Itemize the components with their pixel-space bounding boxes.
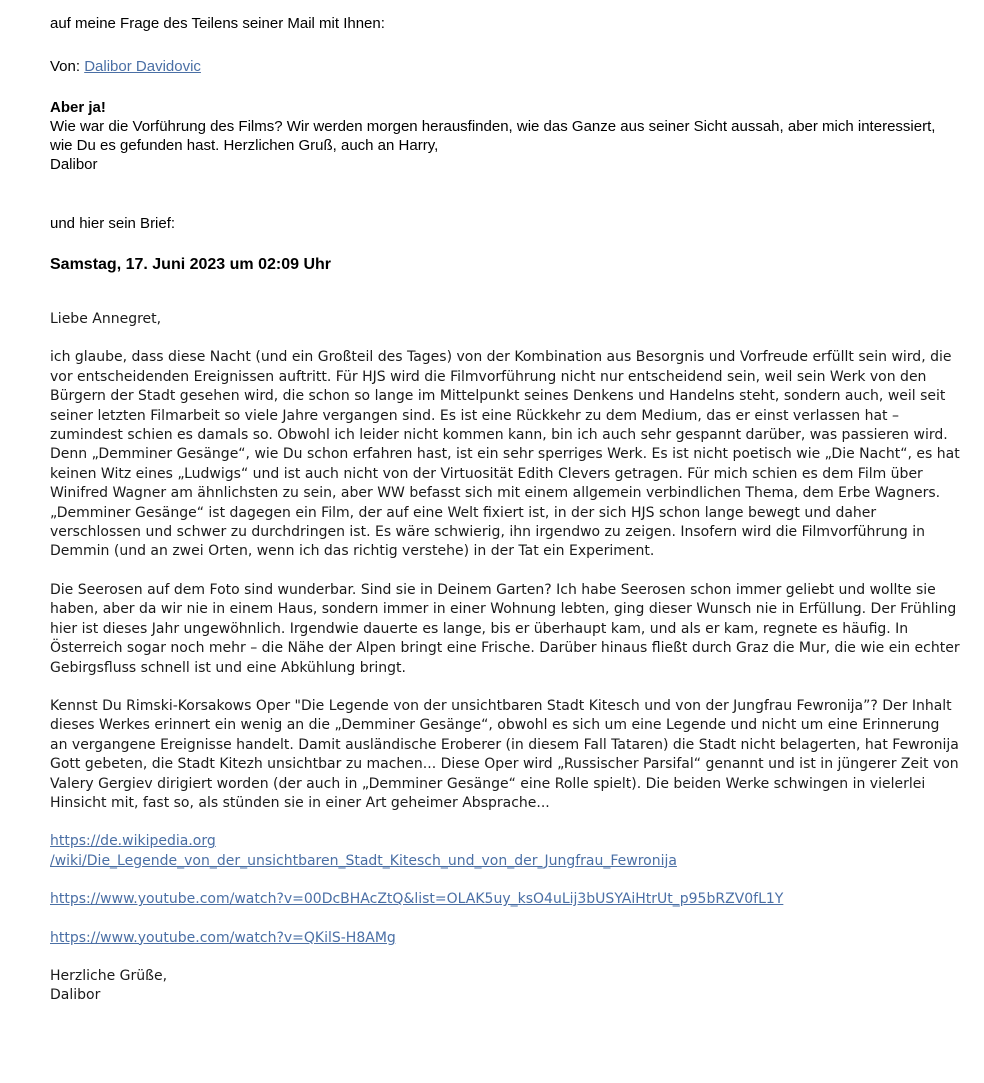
youtube-video-link[interactable]: https://www.youtube.com/watch?v=QKilS-H8AMg	[50, 929, 396, 946]
sender-link[interactable]: Dalibor Davidovic	[84, 58, 201, 75]
link-text-line: https://de.wikipedia.org	[50, 833, 216, 850]
closing-block	[50, 967, 960, 1006]
letter-intro-line: und hier sein Brief:	[50, 215, 176, 232]
intro-section	[50, 14, 960, 274]
letter-body	[50, 310, 960, 1006]
letter-paragraph: ich glaube, dass diese Nacht (und ein Großteil des Tages) von der Kombination aus Besorgnis und Vorfreude erfüllt sein wird, die vor entscheidenden Ereignissen auftritt. Für HJS wird die Filmvorführung nicht nur entscheidend sein, weil sein Werk von den Bürgern der Stadt gesehen wird, die schon so lange im Mittelpunkt seines Denkens und Handelns steht, sondern auch, weil seit seiner letzten Filmarbeit so viele Jahre vergangen sind. Es ist eine Rückkehr zu dem Medium, das er einst verlassen hat – zumindest schien es damals so. Obwohl ich leider nicht kommen kann, bin ich auch sehr gespannt darüber, was passieren wird. Denn „Demminer Gesänge“, wie Du schon erfahren hast, ist ein sehr sperriges Werk. Es ist nicht poetisch wie „Die Nacht“, es hat keinen Witz eines „Ludwigs“ und ist auch nicht von der Virtuosität Edith Clevers getragen. Für mich schien es dem Film über Winifred Wagner am ähnlichsten zu sein, aber WW befasst sich mit einem allgemein verbindlichen Thema, dem Erbe Wagners. „Demminer Gesänge“ ist dagegen ein Film, der auf eine Welt fixiert ist, in der sich HJS schon lange bewegt und daher verschlossen und schwer zu durchdringen ist. Es wäre schwierig, ihn irgendwo zu zeigen. Insofern wird die Filmvorführung in Demmin (und an zwei Orten, wenn ich das richtig verstehe) in der Tat ein Experiment.	[50, 349, 960, 560]
reply-signature: Dalibor	[50, 156, 98, 173]
reply-heading: Aber ja!	[50, 99, 106, 116]
signature: Dalibor	[50, 987, 101, 1004]
quoted-reply	[50, 98, 960, 174]
wikipedia-link-block	[50, 832, 960, 871]
salutation: Liebe Annegret,	[50, 311, 162, 327]
youtube-playlist-link[interactable]: https://www.youtube.com/watch?v=00DcBHAcZtQ&list=OLAK5uy_ksO4uLij3bUSYAiHtrUt_p95bRZV0fL1Y	[50, 891, 784, 908]
link-text-line: /wiki/Die_Legende_von_der_unsichtbaren_Stadt_Kitesch_und_von_der_Jungfrau_Fewronija	[50, 852, 677, 869]
closing: Herzliche Grüße,	[50, 967, 168, 984]
youtube-playlist-link-block	[50, 890, 960, 909]
letter-date: Samstag, 17. Juni 2023 um 02:09 Uhr	[50, 256, 332, 273]
letter-paragraph: Die Seerosen auf dem Foto sind wunderbar. Sind sie in Deinem Garten? Ich habe Seerosen schon immer geliebt und wollte sie haben, aber da wir nie in einem Haus, sondern immer in einer Wohnung lebten, ging dieser Wunsch nie in Erfüllung. Der Frühling hier ist dieses Jahr ungewöhnlich. Irgendwie dauerte es lange, bis er überhaupt kam, und als er kam, regnete es häufig. In Österreich sogar noch mehr – die Nähe der Alpen bringt eine Frische. Darüber hinaus fließt durch Graz die Mur, die wie ein echter Gebirgsfluss schnell ist und eine Abkühlung bringt.	[50, 581, 960, 676]
wikipedia-link[interactable]	[50, 833, 677, 868]
from-line	[50, 57, 960, 76]
youtube-video-link-block	[50, 929, 960, 948]
from-label: Von:	[50, 58, 85, 75]
intro-line: auf meine Frage des Teilens seiner Mail mit Ihnen:	[50, 15, 385, 32]
reply-body: Wie war die Vorführung des Films? Wir werden morgen herausfinden, wie das Ganze aus seiner Sicht aussah, aber mich interessiert, wie Du es gefunden hast. Herzlichen Gruß, auch an Harry,	[50, 118, 936, 154]
letter-paragraph: Kennst Du Rimski-Korsakows Oper "Die Legende von der unsichtbaren Stadt Kitesch und von der Jungfrau Fewronija”? Der Inhalt dieses Werkes erinnert ein wenig an die „Demminer Gesänge“, obwohl es sich um eine Legende und nicht um eine Erinnerung an vergangene Ereignisse handelt. Damit ausländische Eroberer (in diesem Fall Tataren) die Stadt nicht belagerten, hat Fewronija Gott gebeten, die Stadt Kitezh unsichtbar zu machen... Diese Oper wird „Russischer Parsifal“ genannt und ist in jüngerer Zeit von Valery Gergiev dirigiert worden (der auch in „Demminer Gesänge“ eine Rolle spielt). Die beiden Werke schwingen in vielerlei Hinsicht mit, fast so, als stünden sie in einer Art geheimer Absprache...	[50, 697, 959, 811]
